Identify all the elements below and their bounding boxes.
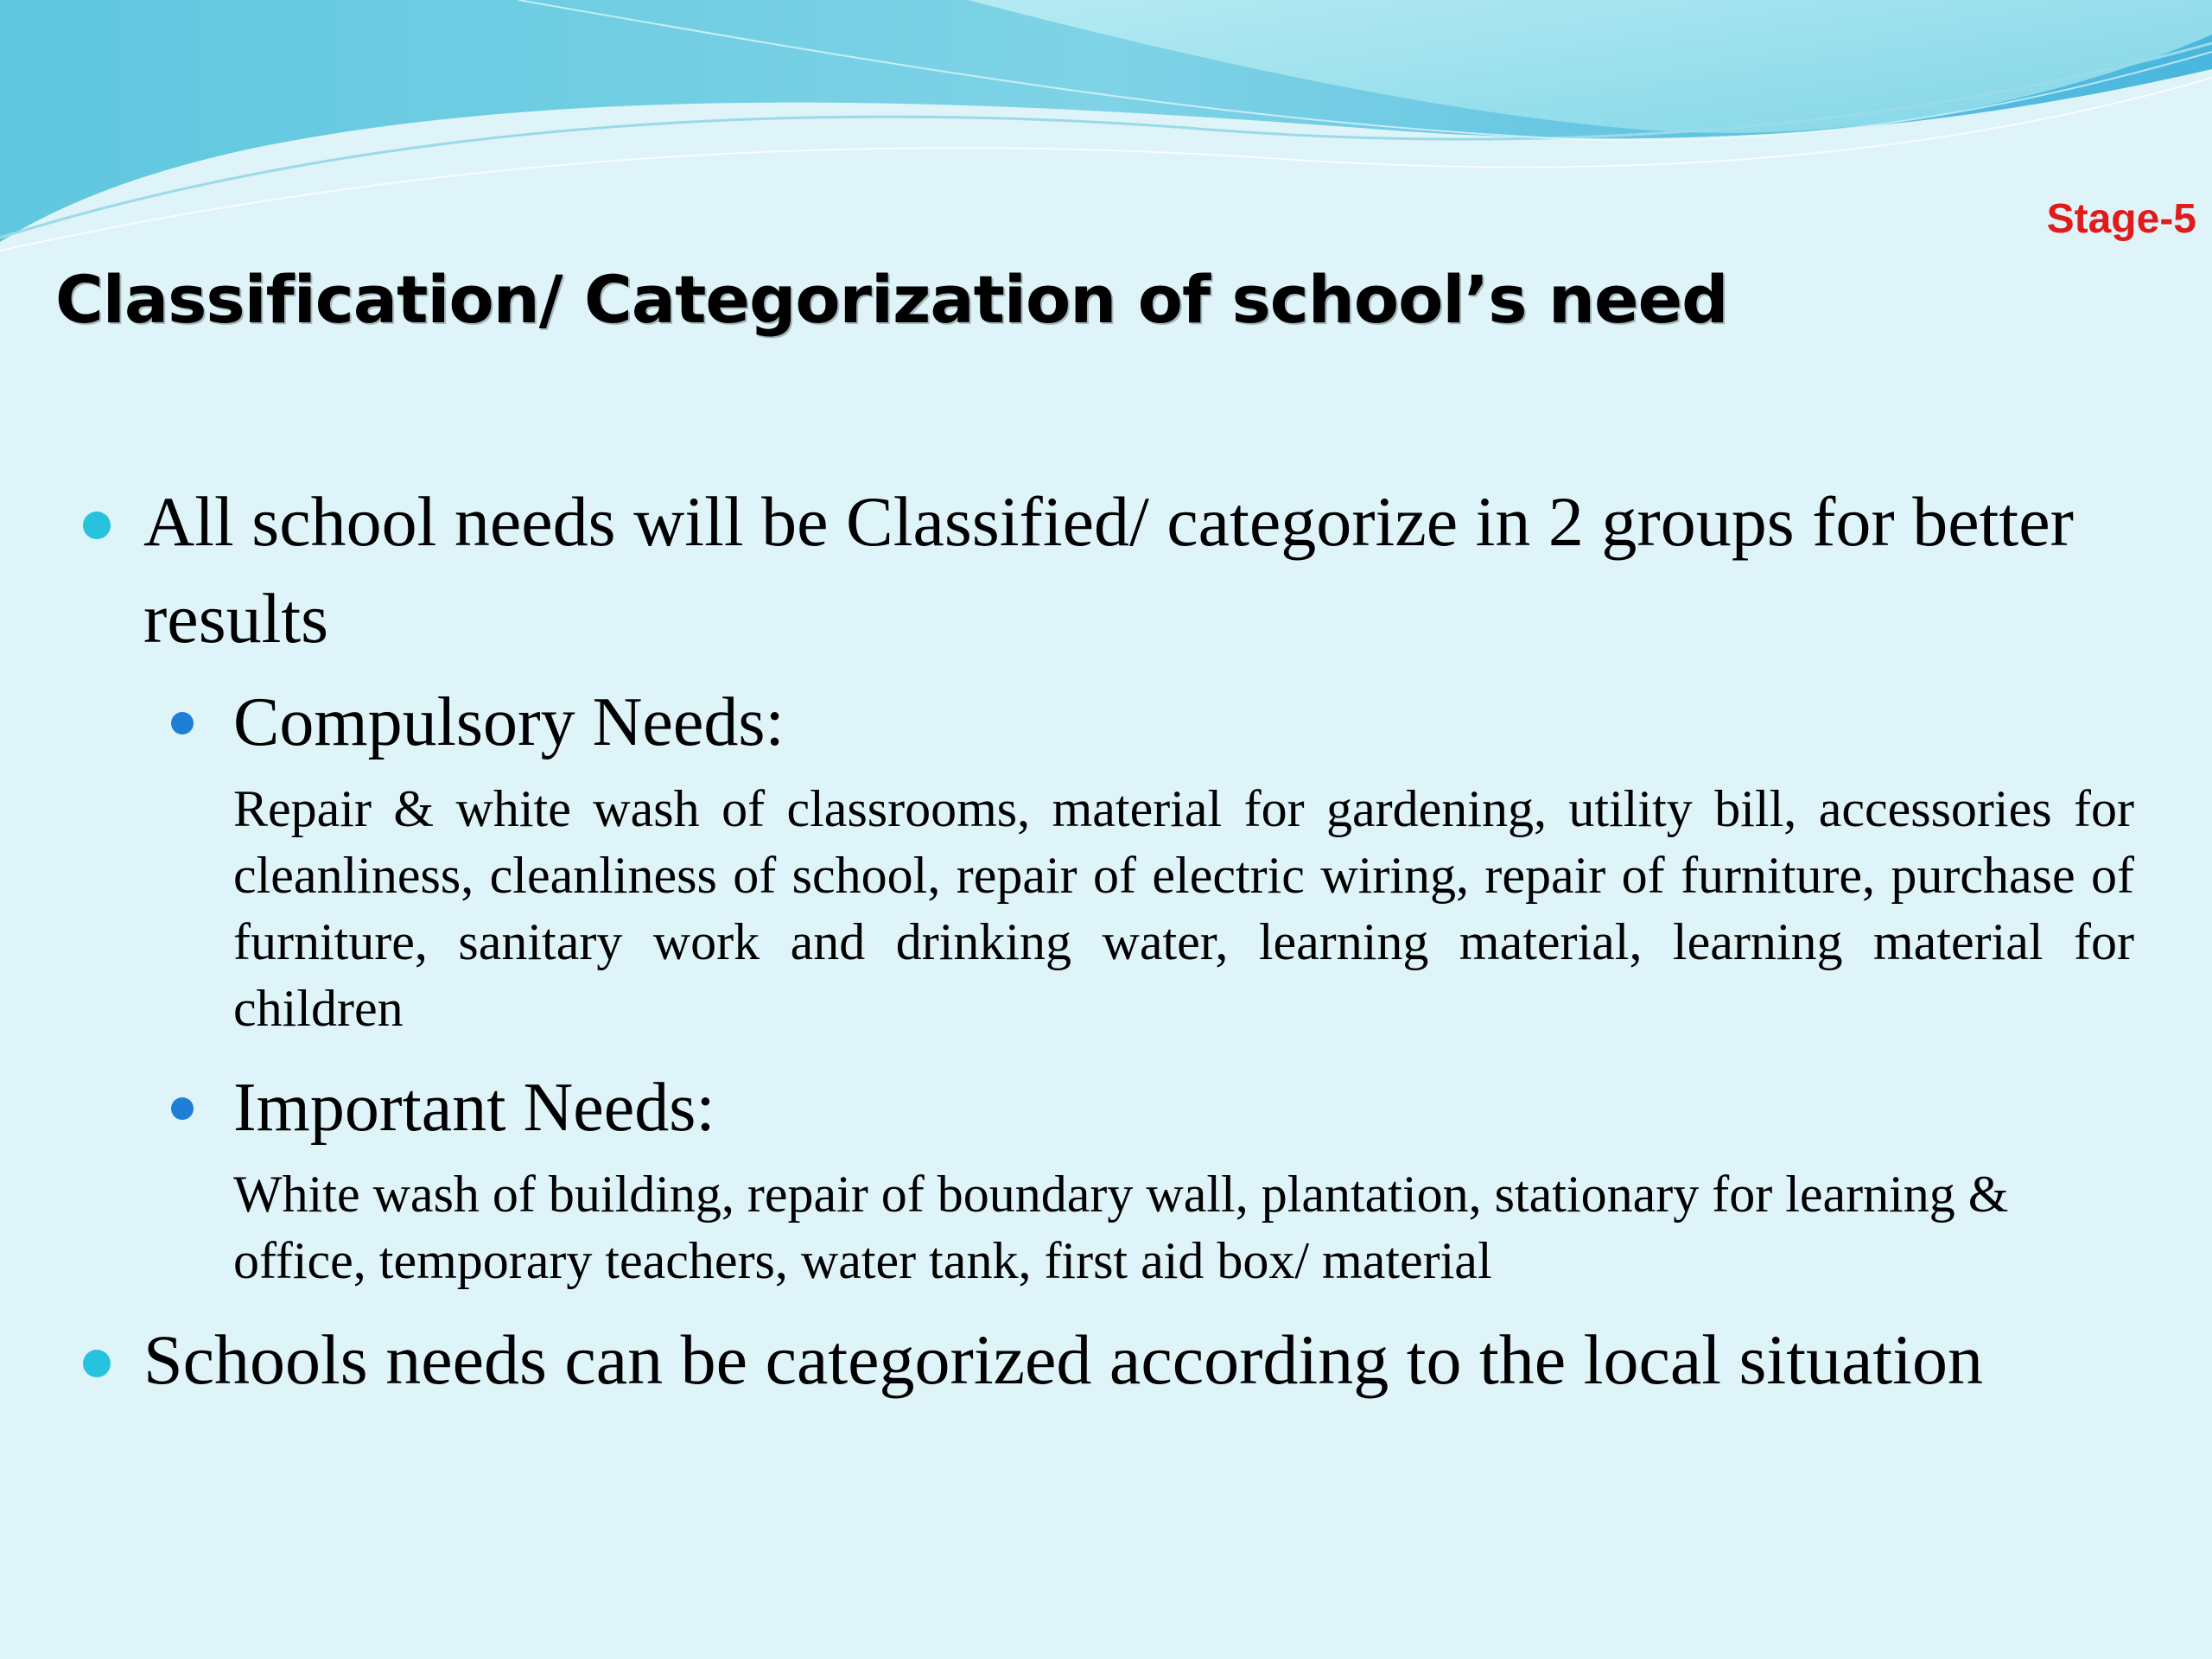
bullet-item-local [78,1312,2152,1408]
bullet-dot-icon [83,512,111,539]
important-needs-text: White wash of building, repair of boundary wall, plantation, stationary for learning & office, temporary teachers, water tank, first aid box/ material [233,1166,2009,1289]
sub-bullet-dot-icon [171,1097,194,1120]
bullet-dot-icon [83,1350,111,1377]
bullet-text: Schools needs can be categorized according to the local situation [143,1320,1983,1399]
compulsory-needs-text: Repair & white wash of classrooms, material for gardening, utility bill, accessories for cleanliness, cleanliness of school, repair of electric wiring, repair of furniture, purchase of furniture, sanitary work and drinking water, learning material, learning material for children [233,780,2134,1037]
sub-bullet-important [233,1063,2152,1153]
bullet-list [78,474,2152,1408]
bullet-item-groups [78,474,2152,667]
bullet-text: All school needs will be Classified/ categorize in 2 groups for better results [143,482,2074,658]
slide-title: Classification/ Categorization of school’s need [55,261,1728,338]
sub-bullet-heading: Compulsory Needs: [233,684,785,760]
sub-bullet-heading: Important Needs: [233,1070,715,1146]
header-wave-decoration [0,0,2212,259]
sub-bullet-dot-icon [171,712,194,734]
stage-label: Stage-5 [2046,196,2196,242]
sub-bullet-compulsory [233,677,2152,767]
